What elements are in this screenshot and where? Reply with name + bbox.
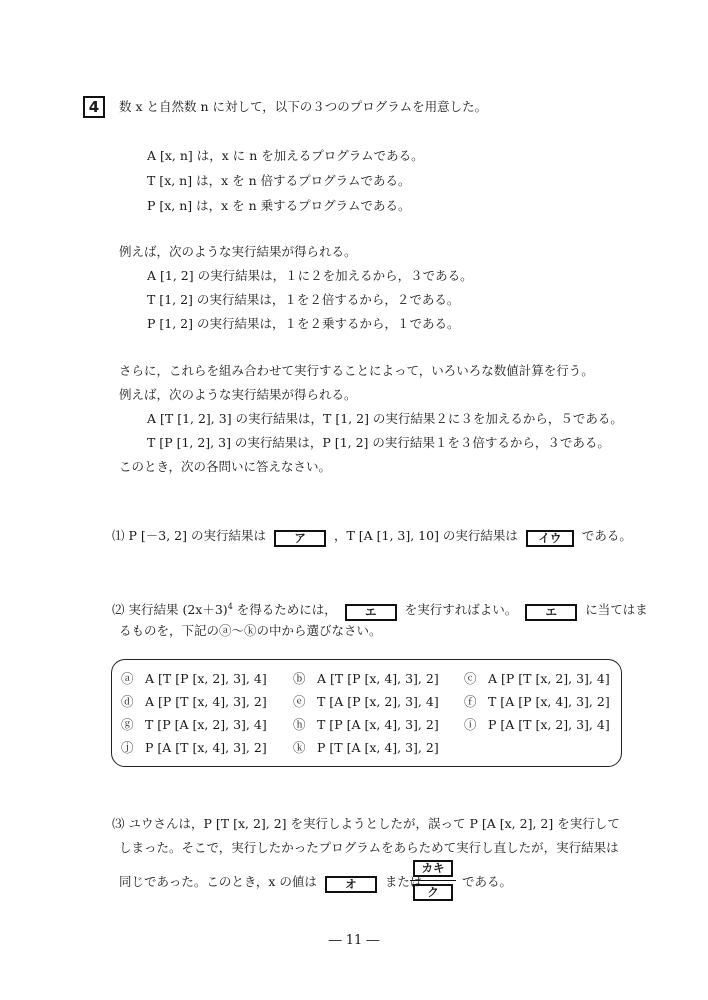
choice-d[interactable]: ⓓ A [P [T [x, 4], 3], 2] xyxy=(121,694,267,709)
choice-b[interactable]: ⓑ A [T [P [x, 4], 3], 2] xyxy=(293,671,439,686)
choice-k[interactable]: ⓚ P [T [A [x, 4], 3], 2] xyxy=(293,740,439,755)
q2-number: ⑵ xyxy=(112,602,125,618)
choice-f[interactable]: ⓕ T [A [P [x, 4], 3], 2] xyxy=(464,694,610,709)
choice-g[interactable]: ⓖ T [P [A [x, 2], 3], 4] xyxy=(121,717,267,732)
choice-h[interactable]: ⓗ T [P [A [x, 4], 3], 2] xyxy=(293,717,439,732)
q2-text-4: に当てはま xyxy=(585,602,648,618)
instruction: このとき，次の各問いに答えなさい。 xyxy=(119,459,332,474)
q2-text-2: を得るためには， xyxy=(232,602,337,618)
choice-i[interactable]: ⓘ P [A [T [x, 2], 3], 4] xyxy=(464,717,610,732)
q3-text-1: 同じであった。このとき，x の値は xyxy=(119,874,317,889)
example1-t: T [1, 2] の実行結果は，１を２倍するから，２である。 xyxy=(147,292,460,307)
answer-box-e[interactable]: エ xyxy=(345,604,397,621)
choice-c[interactable]: ⓒ A [P [T [x, 2], 3], 4] xyxy=(464,671,610,686)
q3-text-2: または xyxy=(384,874,423,889)
question-2 xyxy=(112,598,648,621)
question-3 xyxy=(112,815,620,833)
q1-text-1: P [－3, 2] の実行結果は xyxy=(128,528,266,543)
q3-line-1: ユウさんは，P [T [x, 2], 2] を実行しようとしたが，誤って P [A [x, 2], 2] を実行して xyxy=(128,816,620,831)
q3-text-3: である。 xyxy=(462,874,513,889)
q3-number: ⑶ xyxy=(112,816,125,831)
answer-box-e-ref: エ xyxy=(525,604,577,621)
combine-text: さらに，これらを組み合わせて実行することによって，いろいろな数値計算を行う。 xyxy=(119,363,594,378)
fraction-bar xyxy=(410,880,456,881)
q1-number: ⑴ xyxy=(112,528,125,543)
choices-panel xyxy=(111,659,622,767)
answer-box-o[interactable]: オ xyxy=(325,876,377,893)
choice-j[interactable]: ⓙ P [A [T [x, 4], 3], 2] xyxy=(121,740,267,755)
example2-lead: 例えば，次のような実行結果が得られる。 xyxy=(119,387,357,402)
answer-box-ku[interactable]: ク xyxy=(413,884,453,901)
answer-fraction xyxy=(410,860,456,901)
example1-p: P [1, 2] の実行結果は，１を２乗するから，１である。 xyxy=(147,316,460,331)
question-1 xyxy=(112,527,632,547)
definition-p: P [x, n] は，x を n 乗するプログラムである。 xyxy=(147,198,411,213)
choice-a[interactable]: ⓐ A [T [P [x, 2], 3], 4] xyxy=(121,671,267,686)
definition-a: A [x, n] は，x に n を加えるプログラムである。 xyxy=(147,148,424,163)
answer-box-a[interactable]: ア xyxy=(274,530,326,547)
choice-e[interactable]: ⓔ T [A [P [x, 2], 3], 4] xyxy=(293,694,439,709)
example1-lead: 例えば，次のような実行結果が得られる。 xyxy=(119,244,357,259)
page-number: ― 11 ― xyxy=(328,933,380,948)
q2-line-2: るものを，下記のⓐ〜ⓚの中から選びなさい。 xyxy=(119,623,382,638)
q1-text-3: である。 xyxy=(581,528,632,543)
example2-at: A [T [1, 2], 3] の実行結果は，T [1, 2] の実行結果２に３を加えるから，５である。 xyxy=(147,411,623,426)
problem-number: 4 xyxy=(83,96,105,118)
answer-box-kaki[interactable]: カキ xyxy=(413,860,453,877)
answer-box-iu[interactable]: イウ xyxy=(526,530,574,547)
definition-t: T [x, n] は，x を n 倍するプログラムである。 xyxy=(147,173,411,188)
q2-exponent: 4 xyxy=(227,602,233,611)
q2-text-3: を実行すればよい。 xyxy=(404,602,518,618)
q3-line-2: しまった。そこで，実行したかったプログラムをあらためて実行し直したが，実行結果は xyxy=(119,840,619,855)
q1-text-2: ，T [A [1, 3], 10] の実行結果は xyxy=(333,528,518,543)
q3-line-3 xyxy=(119,873,422,893)
problem-intro: 数 x と自然数 n に対して，以下の３つのプログラムを用意した。 xyxy=(119,99,488,114)
example1-a: A [1, 2] の実行結果は，１に２を加えるから，３である。 xyxy=(147,268,473,283)
example2-tp: T [P [1, 2], 3] の実行結果は，P [1, 2] の実行結果１を３倍するから，３である。 xyxy=(147,435,610,450)
q2-text-1: 実行結果 (2x＋3) xyxy=(128,602,228,618)
